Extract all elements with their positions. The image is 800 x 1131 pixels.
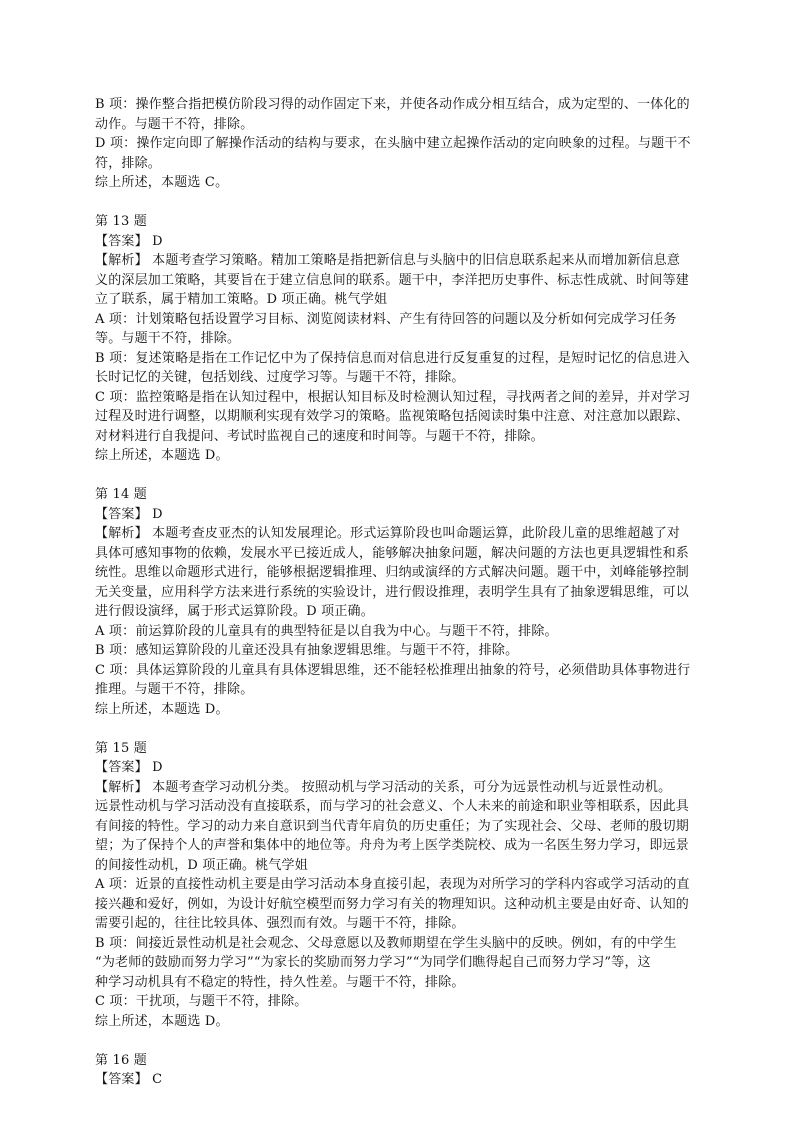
text-line: A 项：计划策略包括设置学习目标、浏览阅读材料、产生有待回答的问题以及分析如何完成学习任务: [95, 311, 677, 327]
text-line: C 项：干扰项，与题干不符，排除。: [95, 994, 308, 1009]
text-line: 推理。与题干不符，排除。: [95, 682, 254, 697]
text-line: 过程及时进行调整，以期顺利实现有效学习的策略。监视策略包括阅读时集中注意、对注意加以跟踪、: [95, 409, 690, 424]
text-line: 【解析】 本题考查学习策略。精加工策略是指把新信息与头脑中的旧信息联系起来从而增加新信息意: [95, 253, 681, 268]
text-line: D 项：操作定向即了解操作活动的结构与要求，在头脑中建立起操作活动的定向映象的过程。与题干不: [95, 136, 691, 151]
text-line: 接兴趣和爱好，例如，为设计好航空模型而努力学习有关的物理知识。这种动机主要是由好奇、认知的: [95, 896, 690, 912]
document-page: [95, 95, 710, 1090]
text-line: 长时记忆的关键，包括划线、过度学习等。与题干不符，排除。: [95, 370, 465, 385]
text-line: 统性。思维以命题形式进行，能够根据逻辑推理、归纳或演绎的方式解决问题。题干中，刘峰能够控制: [95, 565, 690, 580]
question-title: 第 14 题: [95, 487, 148, 502]
text-line: 【解析】 本题考查皮亚杰的认知发展理论。形式运算阶段也叫命题运算，此阶段儿童的思维超越了对: [95, 526, 681, 541]
question-title: 第 16 题: [95, 1052, 148, 1068]
text-line: 等。与题干不符，排除。: [95, 331, 241, 346]
answer-line: 【答案】 C: [95, 1072, 163, 1087]
answer-line: 【答案】 D: [95, 760, 163, 775]
intro-block: [95, 95, 710, 193]
text-line: 种学习动机具有不稳定的特性，持久性差。与题干不符，排除。: [95, 974, 465, 990]
text-line: 望；为了保持个人的声誉和集体中的地位等。舟舟为考上医学类院校、成为一名医生努力学习，即远景: [95, 838, 690, 853]
text-line: B 项：感知运算阶段的儿童还没具有抽象逻辑思维。与题干不符，排除。: [95, 643, 519, 658]
text-line: A 项：近景的直接性动机主要是由学习活动本身直接引起，表现为对所学习的学科内容或学习活动的直: [95, 877, 690, 892]
text-line: 对材料进行自我提问、考试时监视自己的速度和时间等。与题干不符，排除。: [95, 428, 544, 444]
question-title: 第 15 题: [95, 740, 148, 756]
text-line: 远景性动机与学习活动没有直接联系，而与学习的社会意义、个人未来的前途和职业等相联系，因此具: [95, 799, 690, 814]
text-line: 的间接性动机，D 项正确。桃气学姐: [95, 857, 308, 873]
text-line: 综上所述，本题选 D。: [95, 1013, 229, 1029]
text-line: 综上所述，本题选 D。: [95, 448, 229, 463]
text-line: C 项：具体运算阶段的儿童具有具体逻辑思维，还不能轻松推理出抽象的符号，必须借助具体事物进行: [95, 662, 691, 678]
text-line: 具体可感知事物的依赖，发展水平已接近成人，能够解决抽象问题，解决问题的方法也更具逻辑性和系: [95, 545, 690, 561]
text-line: 综上所述，本题选 D。: [95, 701, 229, 717]
text-line: 需要引起的，往往比较具体、强烈而有效。与题干不符，排除。: [95, 916, 465, 931]
question-16: [95, 1051, 710, 1090]
text-line: 动作。与题干不符，排除。: [95, 116, 254, 132]
answer-line: 【答案】 D: [95, 233, 163, 249]
text-line: 符，排除。: [95, 155, 162, 171]
text-line: C 项：监控策略是指在认知过程中，根据认知目标及时检测认知过程，寻找两者之间的差异，并对学习: [95, 389, 691, 405]
text-line: B 项：间接近景性动机是社会观念、父母意愿以及教师期望在学生头脑中的反映。例如，有的中学生: [95, 935, 677, 951]
question-15: [95, 739, 710, 1032]
question-14: [95, 485, 710, 719]
text-line: “为老师的鼓励而努力学习”“为家长的奖励而努力学习”“为同学们瞧得起自己而努力学习”等，这: [95, 955, 651, 970]
spacer: [95, 193, 710, 213]
text-line: 义的深层加工策略，其要旨在于建立信息间的联系。题干中，李洋把历史事件、标志性成就、时间等建: [95, 272, 690, 288]
text-line: 综上所述，本题选 C。: [95, 175, 229, 190]
text-line: B 项：操作整合指把模仿阶段习得的动作固定下来，并使各动作成分相互结合，成为定型的、一体化的: [95, 97, 690, 112]
question-13: [95, 212, 710, 466]
spacer: [95, 719, 710, 739]
text-line: A 项：前运算阶段的儿童具有的典型特征是以自我为中心。与题干不符，排除。: [95, 623, 558, 639]
text-line: 有间接的特性。学习的动力来自意识到当代青年肩负的历史重任；为了实现社会、父母、老师的殷切期: [95, 818, 690, 834]
text-line: 进行假设演绎，属于形式运算阶段。D 项正确。: [95, 604, 374, 619]
text-line: 【解析】 本题考查学习动机分类。 按照动机与学习活动的关系，可分为远景性动机与近景性动机。: [95, 779, 672, 795]
text-line: 无关变量，应用科学方法来进行系统的实验设计，进行假设推理，表明学生具有了抽象逻辑思维，可以: [95, 584, 690, 600]
spacer: [95, 1031, 710, 1051]
text-line: 立了联系，属于精加工策略。D 项正确。桃气学姐: [95, 292, 388, 307]
spacer: [95, 466, 710, 486]
answer-line: 【答案】 D: [95, 506, 163, 522]
question-title: 第 13 题: [95, 214, 148, 229]
text-line: B 项：复述策略是指在工作记忆中为了保持信息而对信息进行反复重复的过程，是短时记忆的信息进入: [95, 350, 690, 366]
